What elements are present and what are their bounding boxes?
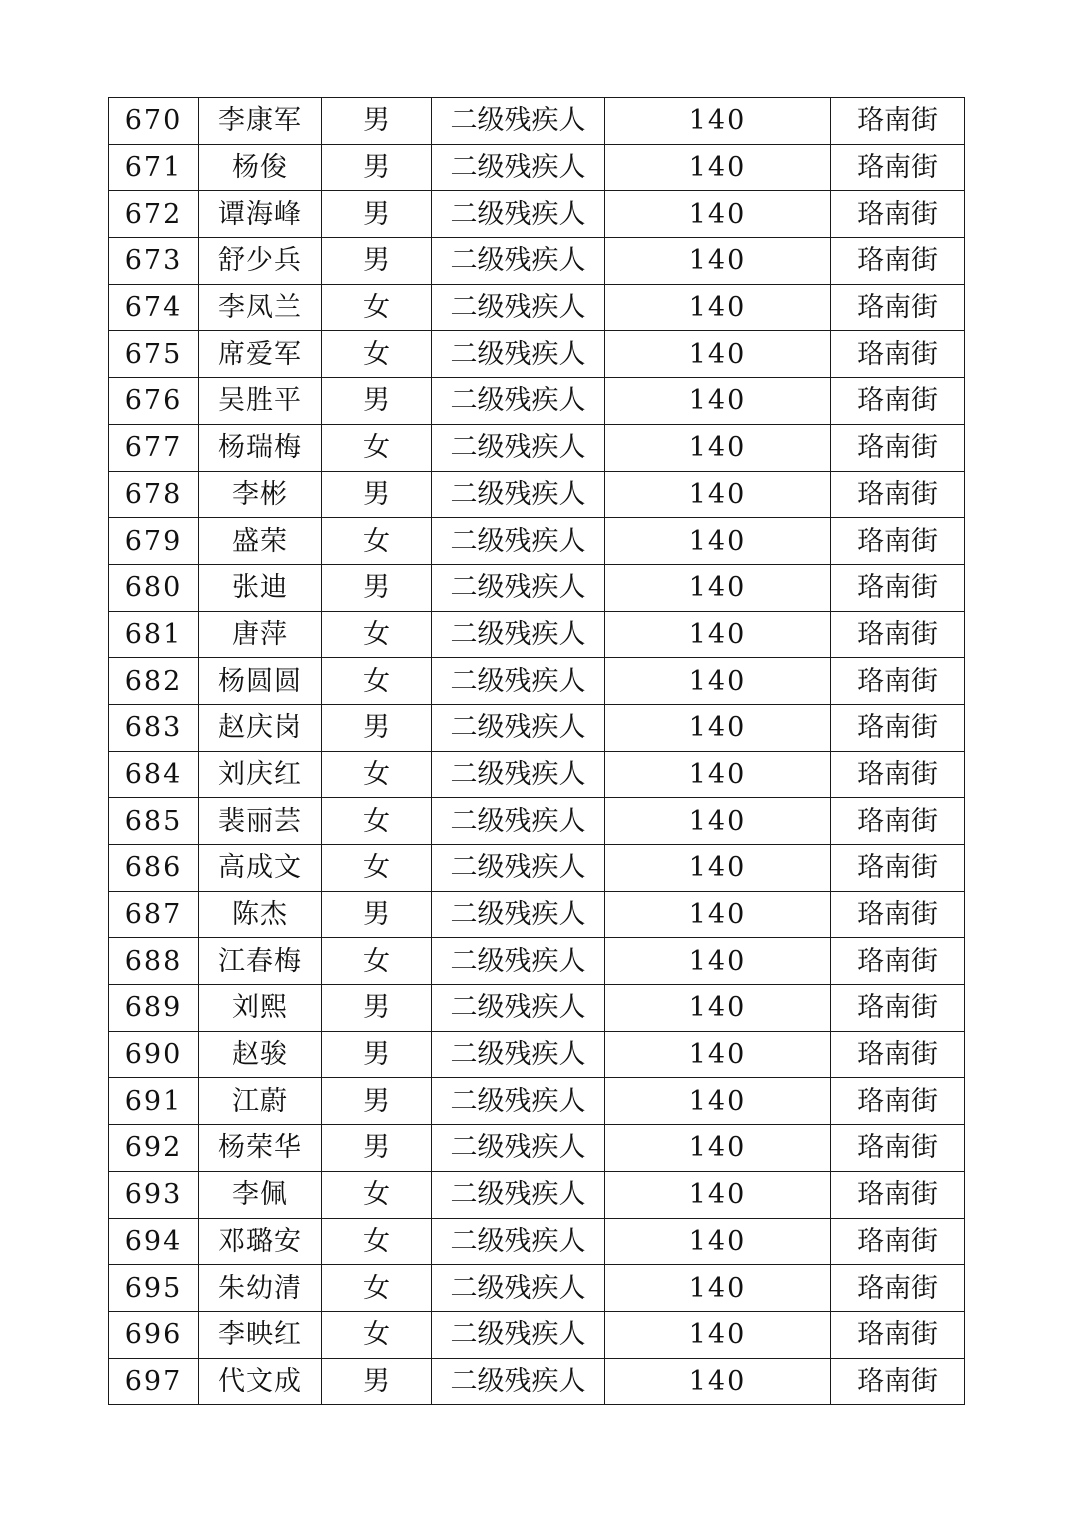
- cell-gender: 女: [322, 1265, 432, 1312]
- cell-category: 二级残疾人: [432, 191, 605, 238]
- cell-name: 杨瑞梅: [199, 424, 322, 471]
- cell-district: 珞南街: [831, 1078, 965, 1125]
- cell-district: 珞南街: [831, 1358, 965, 1405]
- cell-district: 珞南街: [831, 331, 965, 378]
- cell-amount: 140: [605, 331, 831, 378]
- cell-gender: 男: [322, 1125, 432, 1172]
- cell-district: 珞南街: [831, 378, 965, 425]
- cell-name: 代文成: [199, 1358, 322, 1405]
- cell-name: 杨俊: [199, 144, 322, 191]
- cell-district: 珞南街: [831, 658, 965, 705]
- cell-number: 679: [109, 518, 199, 565]
- cell-category: 二级残疾人: [432, 611, 605, 658]
- cell-number: 687: [109, 891, 199, 938]
- cell-district: 珞南街: [831, 1171, 965, 1218]
- cell-amount: 140: [605, 938, 831, 985]
- cell-name: 杨圆圆: [199, 658, 322, 705]
- table-row: [109, 424, 965, 471]
- cell-category: 二级残疾人: [432, 798, 605, 845]
- cell-number: 689: [109, 985, 199, 1032]
- cell-category: 二级残疾人: [432, 518, 605, 565]
- cell-district: 珞南街: [831, 518, 965, 565]
- cell-category: 二级残疾人: [432, 1078, 605, 1125]
- table-row: [109, 891, 965, 938]
- cell-number: 695: [109, 1265, 199, 1312]
- table-row: [109, 798, 965, 845]
- cell-gender: 男: [322, 98, 432, 145]
- cell-district: 珞南街: [831, 891, 965, 938]
- cell-category: 二级残疾人: [432, 284, 605, 331]
- cell-number: 696: [109, 1311, 199, 1358]
- cell-category: 二级残疾人: [432, 751, 605, 798]
- cell-name: 李佩: [199, 1171, 322, 1218]
- cell-name: 谭海峰: [199, 191, 322, 238]
- cell-district: 珞南街: [831, 704, 965, 751]
- table-row: [109, 378, 965, 425]
- cell-category: 二级残疾人: [432, 985, 605, 1032]
- cell-category: 二级残疾人: [432, 564, 605, 611]
- cell-district: 珞南街: [831, 144, 965, 191]
- cell-gender: 女: [322, 424, 432, 471]
- cell-amount: 140: [605, 1311, 831, 1358]
- table-row: [109, 1171, 965, 1218]
- cell-name: 唐萍: [199, 611, 322, 658]
- cell-category: 二级残疾人: [432, 1031, 605, 1078]
- cell-number: 677: [109, 424, 199, 471]
- cell-gender: 女: [322, 798, 432, 845]
- cell-number: 683: [109, 704, 199, 751]
- cell-gender: 男: [322, 704, 432, 751]
- cell-name: 盛荣: [199, 518, 322, 565]
- cell-number: 672: [109, 191, 199, 238]
- cell-number: 671: [109, 144, 199, 191]
- cell-category: 二级残疾人: [432, 424, 605, 471]
- cell-gender: 女: [322, 331, 432, 378]
- table-row: [109, 1358, 965, 1405]
- table-row: [109, 144, 965, 191]
- cell-number: 697: [109, 1358, 199, 1405]
- cell-district: 珞南街: [831, 471, 965, 518]
- cell-amount: 140: [605, 751, 831, 798]
- table-row: [109, 938, 965, 985]
- cell-gender: 男: [322, 564, 432, 611]
- cell-amount: 140: [605, 564, 831, 611]
- cell-district: 珞南街: [831, 751, 965, 798]
- cell-number: 675: [109, 331, 199, 378]
- cell-name: 朱幼清: [199, 1265, 322, 1312]
- cell-number: 693: [109, 1171, 199, 1218]
- cell-district: 珞南街: [831, 1311, 965, 1358]
- cell-gender: 男: [322, 238, 432, 285]
- table-row: [109, 1265, 965, 1312]
- cell-category: 二级残疾人: [432, 98, 605, 145]
- cell-gender: 男: [322, 985, 432, 1032]
- cell-amount: 140: [605, 1358, 831, 1405]
- table-row: [109, 751, 965, 798]
- cell-district: 珞南街: [831, 564, 965, 611]
- table-row: [109, 238, 965, 285]
- cell-name: 裴丽芸: [199, 798, 322, 845]
- table-row: [109, 191, 965, 238]
- cell-number: 670: [109, 98, 199, 145]
- cell-number: 692: [109, 1125, 199, 1172]
- cell-category: 二级残疾人: [432, 1358, 605, 1405]
- cell-amount: 140: [605, 798, 831, 845]
- cell-amount: 140: [605, 1031, 831, 1078]
- cell-district: 珞南街: [831, 985, 965, 1032]
- cell-amount: 140: [605, 1171, 831, 1218]
- cell-name: 赵骏: [199, 1031, 322, 1078]
- cell-number: 676: [109, 378, 199, 425]
- table-row: [109, 985, 965, 1032]
- cell-district: 珞南街: [831, 938, 965, 985]
- cell-amount: 140: [605, 1125, 831, 1172]
- cell-name: 李凤兰: [199, 284, 322, 331]
- cell-name: 李康军: [199, 98, 322, 145]
- cell-amount: 140: [605, 658, 831, 705]
- cell-district: 珞南街: [831, 1031, 965, 1078]
- cell-amount: 140: [605, 704, 831, 751]
- cell-gender: 女: [322, 938, 432, 985]
- cell-amount: 140: [605, 1078, 831, 1125]
- cell-number: 686: [109, 845, 199, 892]
- cell-number: 681: [109, 611, 199, 658]
- cell-number: 688: [109, 938, 199, 985]
- cell-category: 二级残疾人: [432, 658, 605, 705]
- table-row: [109, 1311, 965, 1358]
- cell-amount: 140: [605, 985, 831, 1032]
- cell-category: 二级残疾人: [432, 144, 605, 191]
- cell-name: 高成文: [199, 845, 322, 892]
- cell-name: 邓璐安: [199, 1218, 322, 1265]
- cell-district: 珞南街: [831, 238, 965, 285]
- cell-gender: 女: [322, 1171, 432, 1218]
- cell-gender: 男: [322, 191, 432, 238]
- cell-name: 李彬: [199, 471, 322, 518]
- cell-gender: 男: [322, 378, 432, 425]
- cell-number: 678: [109, 471, 199, 518]
- cell-category: 二级残疾人: [432, 471, 605, 518]
- cell-number: 674: [109, 284, 199, 331]
- cell-amount: 140: [605, 98, 831, 145]
- cell-name: 李映红: [199, 1311, 322, 1358]
- cell-amount: 140: [605, 471, 831, 518]
- cell-category: 二级残疾人: [432, 891, 605, 938]
- cell-category: 二级残疾人: [432, 704, 605, 751]
- cell-category: 二级残疾人: [432, 845, 605, 892]
- cell-number: 694: [109, 1218, 199, 1265]
- cell-gender: 女: [322, 845, 432, 892]
- cell-district: 珞南街: [831, 798, 965, 845]
- cell-gender: 男: [322, 144, 432, 191]
- cell-district: 珞南街: [831, 1265, 965, 1312]
- table-row: [109, 611, 965, 658]
- cell-category: 二级残疾人: [432, 238, 605, 285]
- cell-category: 二级残疾人: [432, 1171, 605, 1218]
- cell-gender: 男: [322, 891, 432, 938]
- cell-name: 江蔚: [199, 1078, 322, 1125]
- cell-amount: 140: [605, 191, 831, 238]
- cell-name: 舒少兵: [199, 238, 322, 285]
- cell-name: 刘熙: [199, 985, 322, 1032]
- cell-amount: 140: [605, 1265, 831, 1312]
- table-row: [109, 1078, 965, 1125]
- cell-amount: 140: [605, 1218, 831, 1265]
- table-row: [109, 658, 965, 705]
- cell-category: 二级残疾人: [432, 1125, 605, 1172]
- cell-district: 珞南街: [831, 424, 965, 471]
- cell-name: 刘庆红: [199, 751, 322, 798]
- table-row: [109, 471, 965, 518]
- cell-gender: 男: [322, 471, 432, 518]
- cell-category: 二级残疾人: [432, 1218, 605, 1265]
- roster-table-body: [109, 98, 965, 1405]
- cell-district: 珞南街: [831, 98, 965, 145]
- cell-district: 珞南街: [831, 191, 965, 238]
- cell-district: 珞南街: [831, 284, 965, 331]
- cell-number: 682: [109, 658, 199, 705]
- cell-amount: 140: [605, 284, 831, 331]
- cell-name: 席爱军: [199, 331, 322, 378]
- cell-gender: 男: [322, 1078, 432, 1125]
- cell-gender: 男: [322, 1358, 432, 1405]
- cell-amount: 140: [605, 611, 831, 658]
- cell-amount: 140: [605, 378, 831, 425]
- table-row: [109, 1031, 965, 1078]
- cell-name: 吴胜平: [199, 378, 322, 425]
- table-row: [109, 704, 965, 751]
- cell-number: 673: [109, 238, 199, 285]
- table-row: [109, 564, 965, 611]
- cell-gender: 女: [322, 284, 432, 331]
- table-row: [109, 518, 965, 565]
- table-row: [109, 1218, 965, 1265]
- cell-category: 二级残疾人: [432, 331, 605, 378]
- cell-number: 684: [109, 751, 199, 798]
- roster-table: [108, 97, 965, 1405]
- cell-amount: 140: [605, 518, 831, 565]
- table-row: [109, 845, 965, 892]
- cell-district: 珞南街: [831, 845, 965, 892]
- cell-number: 680: [109, 564, 199, 611]
- cell-gender: 女: [322, 1218, 432, 1265]
- cell-amount: 140: [605, 238, 831, 285]
- cell-category: 二级残疾人: [432, 1265, 605, 1312]
- cell-district: 珞南街: [831, 611, 965, 658]
- cell-gender: 男: [322, 1031, 432, 1078]
- cell-number: 690: [109, 1031, 199, 1078]
- cell-category: 二级残疾人: [432, 938, 605, 985]
- cell-name: 江春梅: [199, 938, 322, 985]
- cell-district: 珞南街: [831, 1125, 965, 1172]
- cell-gender: 女: [322, 751, 432, 798]
- cell-district: 珞南街: [831, 1218, 965, 1265]
- cell-name: 陈杰: [199, 891, 322, 938]
- cell-gender: 女: [322, 518, 432, 565]
- cell-gender: 女: [322, 1311, 432, 1358]
- cell-number: 691: [109, 1078, 199, 1125]
- table-row: [109, 284, 965, 331]
- cell-amount: 140: [605, 144, 831, 191]
- cell-category: 二级残疾人: [432, 378, 605, 425]
- table-row: [109, 331, 965, 378]
- cell-gender: 女: [322, 658, 432, 705]
- cell-amount: 140: [605, 845, 831, 892]
- cell-category: 二级残疾人: [432, 1311, 605, 1358]
- cell-number: 685: [109, 798, 199, 845]
- cell-amount: 140: [605, 424, 831, 471]
- cell-gender: 女: [322, 611, 432, 658]
- table-row: [109, 1125, 965, 1172]
- cell-amount: 140: [605, 891, 831, 938]
- cell-name: 赵庆岗: [199, 704, 322, 751]
- cell-name: 杨荣华: [199, 1125, 322, 1172]
- table-row: [109, 98, 965, 145]
- cell-name: 张迪: [199, 564, 322, 611]
